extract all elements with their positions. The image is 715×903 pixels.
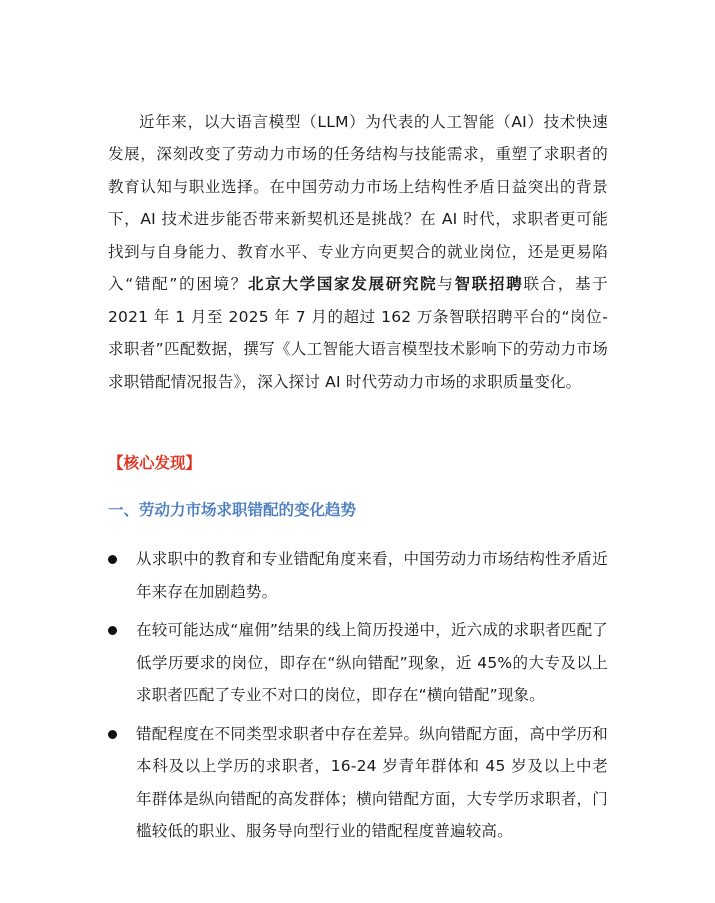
bullet-item xyxy=(108,614,608,712)
section-1-heading: 一、劳动力市场求职错配的变化趋势 xyxy=(108,501,357,519)
bullet-dot-icon xyxy=(108,626,117,635)
bullet-item xyxy=(108,718,608,848)
bullet-item xyxy=(108,543,608,608)
bullet-text: 错配程度在不同类型求职者中存在差异。纵向错配方面，高中学历和本科及以上学历的求职者，16-24 岁青年群体和 45 岁及以上中老年群体是纵向错配的高发群体；横向错配方面，大专学历求职者，门槛较低的职业、服务导向型行业的错配程度普遍较高。 xyxy=(136,724,608,840)
intro-paragraph xyxy=(108,106,608,399)
bullet-text: 从求职中的教育和专业错配角度来看，中国劳动力市场结构性矛盾近年来存在加剧趋势。 xyxy=(136,550,608,601)
org-zhaopin: 智联招聘 xyxy=(454,275,524,293)
core-findings-heading: 【核心发现】 xyxy=(108,454,202,472)
intro-text-part1: 近年来，以大语言模型（LLM）为代表的人工智能（AI）技术快速发展，深刻改变了劳动力市场的任务结构与技能需求，重塑了求职者的教育认知与职业选择。在中国劳动力市场上结构性矛盾日益突出的背景下，AI 技术进步能否带来新契机还是挑战？在 AI 时代，求职者更可能找到与自身能力、教育水平、专业方向更契合的就业岗位，还是更易陷入“错配”的困境？ xyxy=(108,112,608,293)
bullet-text: 在较可能达成“雇佣”结果的线上简历投递中，近六成的求职者匹配了低学历要求的岗位，即存在“纵向错配”现象，近 45%的大专及以上求职者匹配了专业不对口的岗位，即存在“横向错配”现象。 xyxy=(136,621,608,704)
org-pku-nsd: 北京大学国家发展研究院 xyxy=(247,275,438,293)
bullet-dot-icon xyxy=(108,555,117,564)
intro-join-text: 与 xyxy=(437,275,455,293)
findings-bullet-list xyxy=(108,543,608,854)
intro-text-part2: 联合，基于 2021 年 1 月至 2025 年 7 月的超过 162 万条智联招聘平台的“岗位-求职者”匹配数据，撰写《人工智能大语言模型技术影响下的劳动力市场求职错配情况报告》，深入探讨 AI 时代劳动力市场的求职质量变化。 xyxy=(108,275,608,391)
bullet-dot-icon xyxy=(108,730,117,739)
